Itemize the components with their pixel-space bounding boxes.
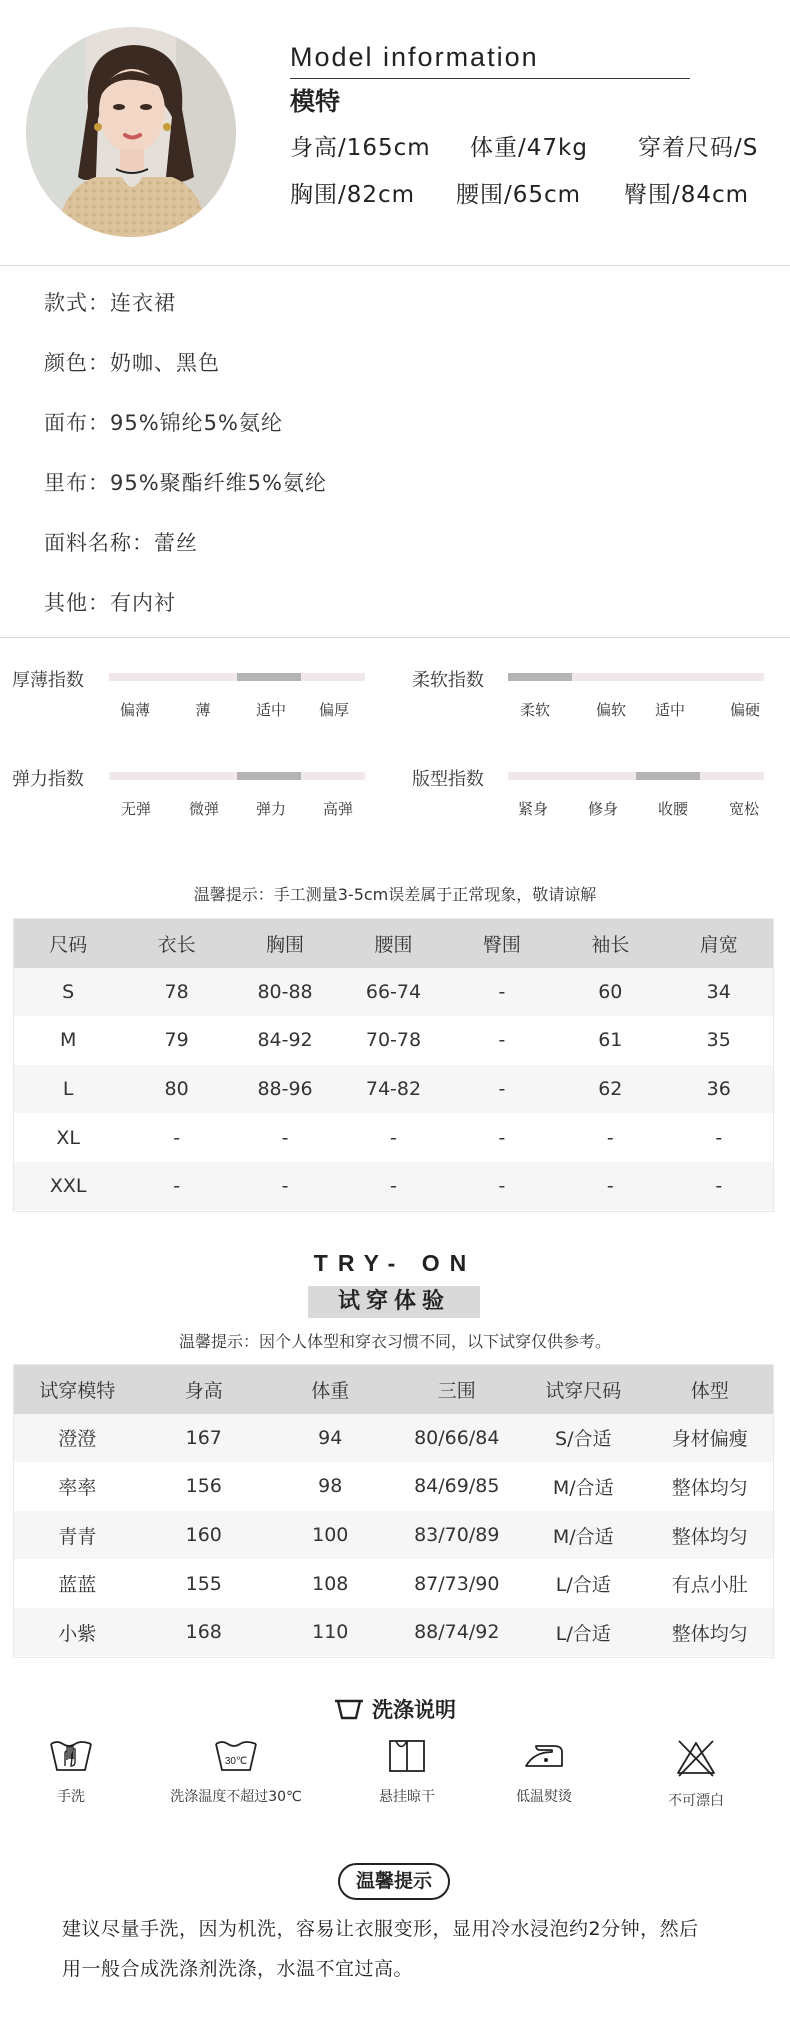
softness-index-level [508, 673, 572, 681]
fit-tick: 收腰 [657, 800, 689, 818]
wash-instructions-title: 洗涤说明 [372, 1698, 456, 1722]
table-cell: XXL [14, 1162, 122, 1211]
table-cell: 94 [267, 1414, 394, 1463]
table-row [14, 1016, 773, 1065]
attr-lining: 里布：95%聚酯纤维5%氨纶 [44, 471, 327, 495]
elasticity-tick: 弹力 [255, 800, 287, 818]
wash-30-label: 洗涤温度不超过30℃ [170, 1789, 302, 1805]
no-bleach-label: 不可漂白 [668, 1793, 724, 1809]
softness-tick: 适中 [654, 701, 686, 719]
table-cell: - [448, 1065, 556, 1114]
table-cell: 率率 [14, 1462, 141, 1511]
elasticity-index-bar [109, 772, 365, 780]
header-cell: 三围 [394, 1365, 521, 1414]
table-cell: 60 [556, 968, 664, 1017]
no-bleach-icon [674, 1738, 718, 1778]
table-cell: S [14, 968, 122, 1017]
table-row [14, 1511, 773, 1560]
tip-text-line-2: 用一般合成洗涤剂洗涤，水温不宜过高。 [62, 1958, 414, 1980]
table-cell: 79 [122, 1016, 230, 1065]
softness-tick: 柔软 [519, 701, 551, 719]
try-on-title: TRY- ON [313, 1250, 477, 1276]
table-cell: - [448, 1016, 556, 1065]
header-cell: 尺码 [14, 919, 122, 968]
header-cell: 衣长 [122, 919, 230, 968]
model-info-title: Model information [290, 42, 539, 72]
wash-item-wash-30 [146, 1738, 326, 1806]
washtub-icon [334, 1698, 364, 1725]
table-row [14, 968, 773, 1017]
table-cell: 88-96 [231, 1065, 339, 1114]
section-divider [0, 265, 790, 266]
table-cell: - [339, 1113, 447, 1162]
table-row [14, 1414, 773, 1463]
table-cell: - [231, 1113, 339, 1162]
softness-index-bar [508, 673, 764, 681]
table-cell: 34 [665, 968, 773, 1017]
header-cell: 胸围 [231, 919, 339, 968]
header-cell: 体型 [647, 1365, 774, 1414]
table-cell: 62 [556, 1065, 664, 1114]
header-cell: 腰围 [339, 919, 447, 968]
model-info-section [0, 0, 790, 265]
table-row [14, 1162, 773, 1211]
header-cell: 袖长 [556, 919, 664, 968]
thickness-index-level [237, 673, 301, 681]
wash-item-no-bleach [606, 1738, 786, 1810]
table-row [14, 1065, 773, 1114]
try-on-subtitle: 试穿体验 [308, 1286, 480, 1318]
table-cell: - [448, 1113, 556, 1162]
wash-temp-text: 30℃ [224, 1756, 248, 1767]
fit-tick: 紧身 [517, 800, 549, 818]
table-row [14, 1113, 773, 1162]
fit-index-level [636, 772, 700, 780]
table-cell: 78 [122, 968, 230, 1017]
model-size: 穿着尺码/S [638, 135, 759, 161]
model-weight: 体重/47kg [470, 135, 588, 161]
thickness-index-bar [109, 673, 365, 681]
table-cell: 有点小肚 [647, 1559, 774, 1608]
table-cell: 74-82 [339, 1065, 447, 1114]
table-cell: 身材偏瘦 [647, 1414, 774, 1463]
title-underline [290, 78, 690, 79]
table-cell: 整体均匀 [647, 1511, 774, 1560]
table-cell: L [14, 1065, 122, 1114]
table-cell: S/合适 [520, 1414, 647, 1463]
model-height: 身高/165cm [290, 135, 431, 161]
table-cell: 83/70/89 [394, 1511, 521, 1560]
wash-item-hand-wash [0, 1738, 161, 1806]
thickness-tick: 偏薄 [119, 701, 151, 719]
low-iron-icon [522, 1738, 566, 1774]
attr-style: 款式：连衣裙 [44, 291, 176, 315]
table-cell: XL [14, 1113, 122, 1162]
low-iron-label: 低温熨烫 [516, 1789, 572, 1805]
table-row [14, 1462, 773, 1511]
table-cell: M [14, 1016, 122, 1065]
header-cell: 体重 [267, 1365, 394, 1414]
model-waist: 腰围/65cm [456, 182, 582, 208]
table-cell: L/合适 [520, 1608, 647, 1657]
model-bust: 胸围/82cm [290, 182, 416, 208]
hand-wash-label: 手洗 [57, 1789, 85, 1805]
table-cell: - [665, 1162, 773, 1211]
table-cell: M/合适 [520, 1462, 647, 1511]
wash-instructions-heading [0, 1694, 790, 1725]
table-cell: 168 [141, 1608, 268, 1657]
table-cell: - [231, 1162, 339, 1211]
table-cell: 84-92 [231, 1016, 339, 1065]
table-cell: - [122, 1113, 230, 1162]
header-cell: 身高 [141, 1365, 268, 1414]
table-cell: 70-78 [339, 1016, 447, 1065]
table-cell: 100 [267, 1511, 394, 1560]
thickness-tick: 薄 [195, 701, 211, 719]
try-on-table [14, 1365, 773, 1657]
fit-tick: 修身 [587, 800, 619, 818]
table-cell: M/合适 [520, 1511, 647, 1560]
table-cell: 蓝蓝 [14, 1559, 141, 1608]
table-cell: 108 [267, 1559, 394, 1608]
wash-30-icon [214, 1738, 258, 1774]
softness-index-label: 柔软指数 [412, 670, 484, 691]
table-row [14, 1608, 773, 1657]
table-cell: 87/73/90 [394, 1559, 521, 1608]
model-avatar [26, 27, 236, 237]
model-photo [26, 27, 236, 237]
fit-tick: 宽松 [728, 800, 760, 818]
table-cell: 35 [665, 1016, 773, 1065]
table-row [14, 1559, 773, 1608]
table-cell: - [556, 1162, 664, 1211]
table-cell: 小紫 [14, 1608, 141, 1657]
table-cell: L/合适 [520, 1559, 647, 1608]
table-cell: 110 [267, 1608, 394, 1657]
table-cell: - [665, 1113, 773, 1162]
table-cell: 80-88 [231, 968, 339, 1017]
attr-other: 其他：有内衬 [44, 591, 176, 615]
attr-fabric-name: 面料名称：蕾丝 [44, 531, 198, 555]
table-cell: 澄澄 [14, 1414, 141, 1463]
section-divider [0, 637, 790, 638]
table-cell: - [122, 1162, 230, 1211]
table-cell: 青青 [14, 1511, 141, 1560]
hang-dry-label: 悬挂晾干 [379, 1789, 435, 1805]
table-cell: 整体均匀 [647, 1608, 774, 1657]
table-cell: 66-74 [339, 968, 447, 1017]
table-cell: 167 [141, 1414, 268, 1463]
size-table [14, 919, 773, 1211]
table-cell: 80/66/84 [394, 1414, 521, 1463]
size-table-header [14, 919, 773, 968]
tip-badge: 温馨提示 [338, 1863, 450, 1900]
table-cell: 整体均匀 [647, 1462, 774, 1511]
header-cell: 试穿尺码 [520, 1365, 647, 1414]
attr-color: 颜色：奶咖、黑色 [44, 351, 220, 375]
table-cell: 80 [122, 1065, 230, 1114]
elasticity-tick: 无弹 [120, 800, 152, 818]
model-hip: 臀围/84cm [624, 182, 750, 208]
table-cell: - [448, 968, 556, 1017]
header-cell: 肩宽 [665, 919, 773, 968]
thickness-tick: 适中 [255, 701, 287, 719]
tip-text-line-1: 建议尽量手洗，因为机洗，容易让衣服变形，显用冷水浸泡约2分钟，然后 [62, 1918, 699, 1940]
elasticity-tick: 微弹 [188, 800, 220, 818]
table-cell: 36 [665, 1065, 773, 1114]
table-cell: 156 [141, 1462, 268, 1511]
softness-tick: 偏硬 [729, 701, 761, 719]
table-cell: 155 [141, 1559, 268, 1608]
attr-outer-fabric: 面布：95%锦纶5%氨纶 [44, 411, 283, 435]
table-cell: - [339, 1162, 447, 1211]
table-cell: 160 [141, 1511, 268, 1560]
softness-tick: 偏软 [595, 701, 627, 719]
try-on-note: 温馨提示：因个人体型和穿衣习惯不同，以下试穿仅供参考。 [178, 1332, 611, 1351]
table-cell: - [556, 1113, 664, 1162]
hang-dry-icon [387, 1738, 427, 1774]
elasticity-index-label: 弹力指数 [12, 769, 84, 790]
fit-index-bar [508, 772, 764, 780]
table-cell: - [448, 1162, 556, 1211]
size-note: 温馨提示：手工测量3-5cm误差属于正常现象，敬请谅解 [193, 885, 597, 904]
try-on-table-header [14, 1365, 773, 1414]
hand-wash-icon [49, 1738, 93, 1774]
fit-index-label: 版型指数 [412, 769, 484, 790]
elasticity-index-level [237, 772, 301, 780]
table-cell: 88/74/92 [394, 1608, 521, 1657]
thickness-tick: 偏厚 [318, 701, 350, 719]
thickness-index-label: 厚薄指数 [12, 670, 84, 691]
table-cell: 61 [556, 1016, 664, 1065]
table-cell: 84/69/85 [394, 1462, 521, 1511]
elasticity-tick: 高弹 [322, 800, 354, 818]
header-cell: 试穿模特 [14, 1365, 141, 1414]
table-cell: 98 [267, 1462, 394, 1511]
header-cell: 臀围 [448, 919, 556, 968]
model-info-subtitle: 模特 [290, 87, 341, 116]
